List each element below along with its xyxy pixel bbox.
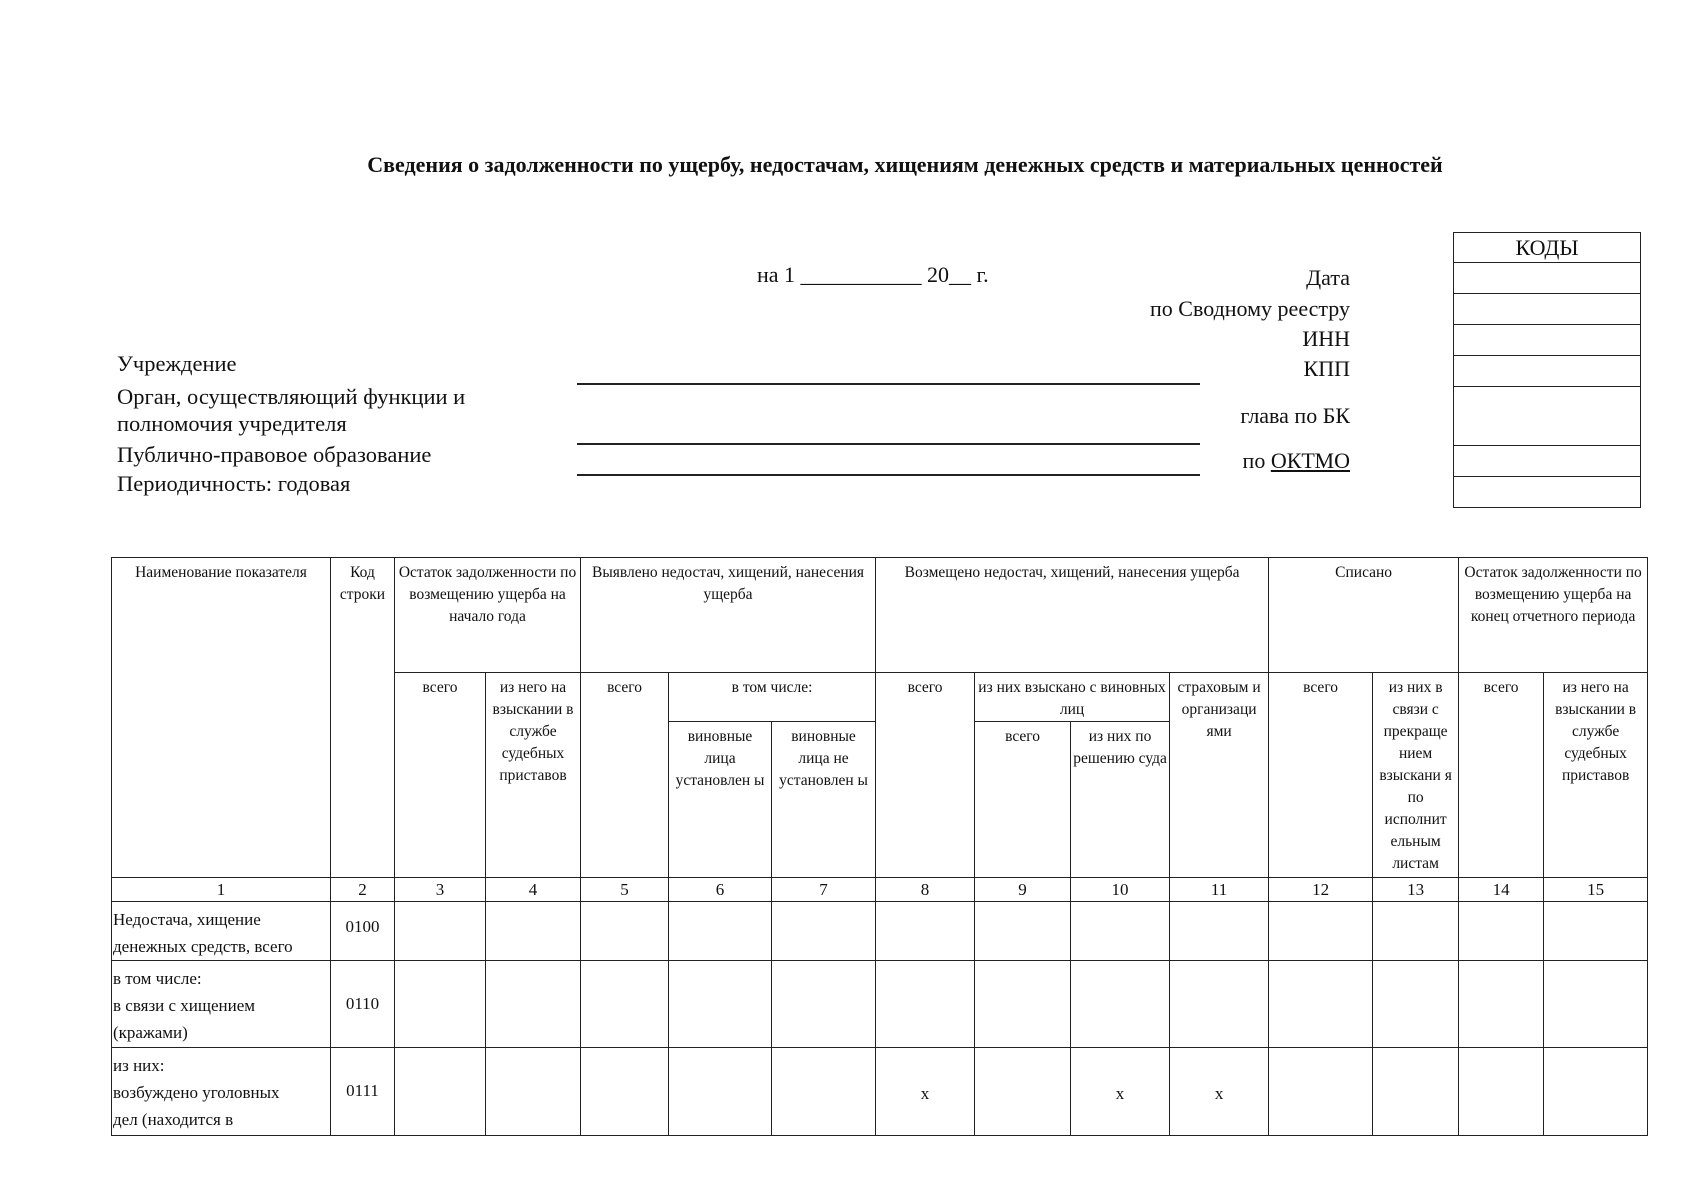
- table-row: [112, 902, 1648, 961]
- header-found: Выявлено недостач, хищений, нанесения ущерба: [581, 558, 876, 673]
- data-cell[interactable]: [1373, 1048, 1459, 1136]
- row-code: 0110: [331, 961, 395, 1048]
- data-cell[interactable]: [975, 961, 1071, 1048]
- data-cell[interactable]: [1071, 902, 1170, 961]
- header-end-balance: Остаток задолженности по возмещению ущерба на конец отчетного периода: [1459, 558, 1648, 673]
- row-name-line: денежных средств, всего: [113, 937, 293, 956]
- col-num: 7: [772, 878, 876, 902]
- row-name-line: дел (находится в: [113, 1110, 234, 1129]
- sub-from-culprits: из них взыскано с виновных лиц: [975, 673, 1170, 722]
- row-name-line: (кражами): [113, 1023, 188, 1042]
- codes-label-oktmo: [1243, 448, 1350, 474]
- sub-written-writs: из них в связи с прекраще нием взыскани я по исполнит ельным листам: [1373, 673, 1459, 878]
- row-code: 0100: [331, 902, 395, 961]
- table-row: [112, 961, 1648, 1048]
- row-name: [112, 1048, 331, 1136]
- label-public-entity: Публично-правовое образование: [117, 442, 432, 467]
- data-cell[interactable]: [1373, 902, 1459, 961]
- data-cell[interactable]: [581, 961, 669, 1048]
- data-cell[interactable]: [669, 961, 772, 1048]
- data-cell[interactable]: [486, 1048, 581, 1136]
- sub-end-bailiff: из него на взыскании в службе судебных приставов: [1544, 673, 1648, 878]
- sub-culprit-not-found: виновные лица не установлен ы: [772, 722, 876, 878]
- col-num: 13: [1373, 878, 1459, 902]
- data-cell[interactable]: [581, 902, 669, 961]
- data-cell[interactable]: [1269, 902, 1373, 961]
- col-num: 1: [112, 878, 331, 902]
- col-num: 14: [1459, 878, 1544, 902]
- codes-label-kpp: КПП: [1303, 356, 1350, 381]
- data-cell[interactable]: [876, 961, 975, 1048]
- col-num: 15: [1544, 878, 1648, 902]
- column-numbers-row: [112, 878, 1648, 902]
- data-cell[interactable]: [876, 902, 975, 961]
- data-cell[interactable]: [1459, 961, 1544, 1048]
- row-name-line: Недостача, хищение: [113, 910, 261, 929]
- sub-culprit-found: виновные лица установлен ы: [669, 722, 772, 878]
- sub-found-incl: в том числе:: [669, 673, 876, 722]
- col-num: 4: [486, 878, 581, 902]
- data-cell[interactable]: [669, 1048, 772, 1136]
- sub-end-total: всего: [1459, 673, 1544, 878]
- row-name: [112, 961, 331, 1048]
- data-cell[interactable]: [1269, 961, 1373, 1048]
- data-cell[interactable]: [1544, 1048, 1648, 1136]
- oktmo-link[interactable]: ОКТМО: [1270, 448, 1350, 473]
- table-row: [112, 1048, 1648, 1136]
- excluded-mark: x: [876, 1048, 975, 1136]
- data-cell[interactable]: [395, 902, 486, 961]
- codes-label-date: Дата: [1306, 265, 1350, 290]
- data-cell[interactable]: [395, 961, 486, 1048]
- col-num: 11: [1170, 878, 1269, 902]
- col-num: 8: [876, 878, 975, 902]
- excluded-mark: x: [1170, 1048, 1269, 1136]
- sub-start-total: всего: [395, 673, 486, 878]
- col-num: 10: [1071, 878, 1170, 902]
- code-cell-registry[interactable]: [1454, 294, 1640, 325]
- report-date-line: на 1 ___________ 20__ г.: [757, 262, 989, 287]
- data-cell[interactable]: [772, 1048, 876, 1136]
- sub-written-total: всего: [1269, 673, 1373, 878]
- data-cell[interactable]: [1459, 1048, 1544, 1136]
- oktmo-prefix: по: [1242, 448, 1271, 473]
- organ-fill-line[interactable]: [577, 443, 1200, 445]
- row-name-line: возбуждено уголовных: [113, 1083, 280, 1102]
- data-cell[interactable]: [772, 902, 876, 961]
- page-title: Сведения о задолженности по ущербу, недостачам, хищениям денежных средств и материальных ценностей: [367, 152, 1443, 177]
- sub-found-total: всего: [581, 673, 669, 878]
- label-organ-line1: Орган, осуществляющий функции и: [117, 384, 466, 409]
- data-cell[interactable]: [1544, 902, 1648, 961]
- row-name: [112, 902, 331, 961]
- data-cell[interactable]: [975, 1048, 1071, 1136]
- data-cell[interactable]: [395, 1048, 486, 1136]
- sub-start-bailiff: из него на взыскании в службе судебных приставов: [486, 673, 581, 878]
- data-cell[interactable]: [669, 902, 772, 961]
- data-cell[interactable]: [772, 961, 876, 1048]
- code-cell-date[interactable]: [1454, 263, 1640, 294]
- col-num: 12: [1269, 878, 1373, 902]
- row-name-line: в том числе:: [113, 969, 202, 988]
- data-cell[interactable]: [1269, 1048, 1373, 1136]
- code-cell-kpp[interactable]: [1454, 356, 1640, 387]
- label-institution: Учреждение: [117, 351, 237, 376]
- data-cell[interactable]: [975, 902, 1071, 961]
- data-cell[interactable]: [1071, 961, 1170, 1048]
- code-cell-inn[interactable]: [1454, 325, 1640, 356]
- sub-insurers: страховым и организаци ями: [1170, 673, 1269, 878]
- sub-by-court: из них по решению суда: [1071, 722, 1170, 878]
- header-name: Наименование показателя: [112, 558, 331, 878]
- col-num: 6: [669, 878, 772, 902]
- col-num: 9: [975, 878, 1071, 902]
- data-cell[interactable]: [581, 1048, 669, 1136]
- data-cell[interactable]: [1373, 961, 1459, 1048]
- col-num: 3: [395, 878, 486, 902]
- public-entity-fill-line[interactable]: [577, 474, 1200, 476]
- sub-repaid-total: всего: [876, 673, 975, 878]
- sub-culprits-total: всего: [975, 722, 1071, 878]
- label-periodicity: Периодичность: годовая: [117, 471, 351, 496]
- codes-label-registry: по Сводному реестру: [1150, 296, 1350, 321]
- codes-label-bk: глава по БК: [1240, 403, 1350, 428]
- row-name-line: в связи с хищением: [113, 996, 256, 1015]
- data-cell[interactable]: [1459, 902, 1544, 961]
- data-cell[interactable]: [1170, 961, 1269, 1048]
- data-cell[interactable]: [1544, 961, 1648, 1048]
- header-written-off: Списано: [1269, 558, 1459, 673]
- data-cell[interactable]: [1170, 902, 1269, 961]
- excluded-mark: x: [1071, 1048, 1170, 1136]
- debt-table: [111, 557, 1648, 1136]
- header-code: Код строки: [331, 558, 395, 878]
- col-num: 2: [331, 878, 395, 902]
- codes-header: КОДЫ: [1454, 233, 1640, 263]
- codes-box: [1453, 232, 1641, 508]
- col-num: 5: [581, 878, 669, 902]
- codes-label-inn: ИНН: [1302, 326, 1350, 351]
- data-cell[interactable]: [486, 961, 581, 1048]
- institution-fill-line[interactable]: [577, 383, 1200, 385]
- header-repaid: Возмещено недостач, хищений, нанесения ущерба: [876, 558, 1269, 673]
- code-cell-bk[interactable]: [1454, 387, 1640, 446]
- data-cell[interactable]: [486, 902, 581, 961]
- row-code: 0111: [331, 1048, 395, 1136]
- row-name-line: из них:: [113, 1056, 165, 1075]
- header-start-balance: Остаток задолженности по возмещению ущерба на начало года: [395, 558, 581, 673]
- code-cell-extra[interactable]: [1454, 477, 1640, 506]
- code-cell-oktmo[interactable]: [1454, 446, 1640, 477]
- label-organ-line2: полномочия учредителя: [117, 411, 347, 436]
